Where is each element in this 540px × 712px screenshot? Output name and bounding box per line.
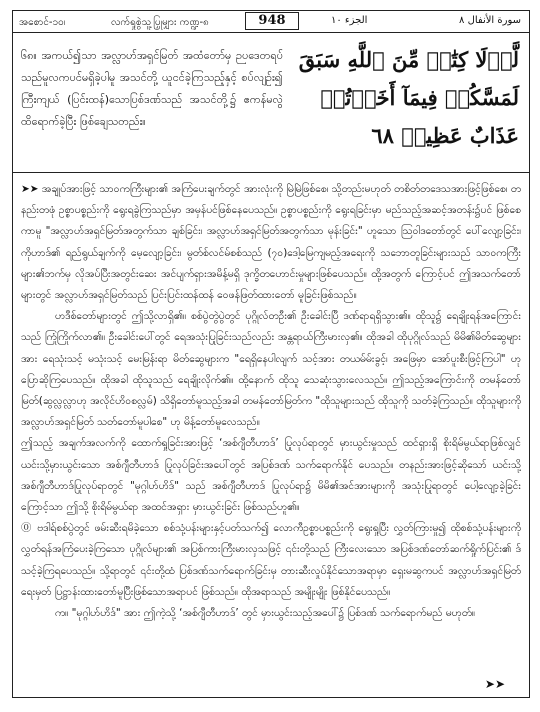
footnote-paragraph: ⓪ ဗ‌ဒါရ်စစ်ပွဲတွင် ဖမ်းဆီးရမိခဲ့သော စစ်သုံ့ပန်းများနှင့်ပတ်သက်၍ လောကီဥစ္စာပစ္စည်းကို ရွေးရှုပြီး လွှတ်ကြားမှု၍ ထိုစစ်သုံ့ပန်းများကို လွှတ်ရန်အကြံပေးခဲ့ကြသော ပုဂ္ဂိုလ်များ၏ အပြစ်ကားကြီးမားလှသဖြင့် ၎င်းတို့သည် ကြီးလေးသော အပြစ်ဒဏ်တော်ဆက်ရှိုက်ပြင်း၏ ဒ်သင့်ခဲ့ကြရပေသည်။ သို့ရာတွင် ၎င်းတို့ထံ ပြစ်ဒဏ်သက်ရောက်ခြင်းမှ တားဆီးလှုပ်နိုင်သောအရာမှာ ရှေးမဆွကပင် အလ္လာဟ်အရှင်မြတ် ရေးမှတ် ပြဋ္ဌာန်းထားတော်မူပြီးဖြစ်သောအရာပင် ဖြစ်သည်။ ထိုအရာသည် အမျိုးမျိုး ဖြစ်နိုင်ပေသည်။: [21, 522, 521, 598]
commentary-body: [21, 179, 521, 624]
page-header: [13, 11, 529, 33]
verse-section: [13, 33, 529, 173]
commentary-paragraph: ဟဒီစ်တော်များတွင် ဤသို့လာရှိ၏။ စစ်ပွဲတွဲပွဲတွင် ပုဂ္ဂိုလ်တဦး၏ ဦးခေါင်းပြီ ဒဏ်ရာရရှိသွား၏။ ထိုသူ၌ ရေချိုးရန်အကြောင်းသည် ကြုံကြိုက်လာ၏။ ဦးခေါင်းပေါ်တွင် ရေအသုံးပြုခြင်းသည်လည်း အန္တရာယ်ကြီးမားလှ၏။ ထိုအခါ ထိုပုဂ္ဂိုလ်သည် မိမိ၏မိတ်ဆွေများအား ရေသုံးသင့် မသုံးသင့် မေးမြန်းရာ မိတ်ဆွေများက "ရေရှိနေပါလျက် သင့်အား တယမ်မ်းခွင့်၊ အဖြေမှာ အော်ပူးစီးဖြင့်ကြပါ" ဟု ပြောဆိုကြပေသည်။ ထိုအခါ ထိုသူသည် ရေချိုးလိုက်၏။ ထို့နောက် ထိုသူ သေဆုံးသွားလေသည်။ ဤသည့်အကြောင်းကို တမန်တော်မြတ်(ဆွလ္လလ္လာဟု အလိုင်ဟိဝစလ္လမ်) သိရှိတော်မူသည့်အခါ တမန်တော်မြတ်က "ထိုသူများသည် ထိုသူကို သတ်ခဲ့ကြသည်။ ထိုသူများကို အလ္လာဟ်အရှင်မြတ် သတ်တော်မူပါစေ" ဟု မိန့်တော်မူလေသည်။: [21, 310, 521, 429]
commentary-paragraph: ဤသည့် အချက်အလက်ကို ထောက်ရှုခြင်းအားဖြင့် ‘အစ်ဂျီတီဟာဒ်’ ပြုလုပ်ရာတွင် မှားယွင်းမှုသည် ထင်ရှားရှိ စိုးရိမ်မွယ်ရာဖြစ်လျှင် ယင်းသို့မှားယွင်းသော အစ်ဂျီတီဟာဒ် ပြုလုပ်ခြင်းအပေါ်တွင် အပြစ်ဒဏ် သက်ရောက်နိုင် ပေသည်။ တနည်းအားဖြင့်ဆိုသော် ယင်းသို့ အစ်ဂျီတီဟာဒ်ပြုလုပ်ရာတွင် "မုဂ္ဂါဟ်ဟိဒ်" သည် အစ်ဂျီတီဟာဒ် ပြုလုပ်ရာ၌ မိမိ၏အင်အားများကို အသုံးပြုရာတွင် ပေါ့လျော့ခဲ့ခြင်းကြောင့်သာ ဤသို့ စိုးရိမ်မွယ်ရာ အထင်အရှား မှားယွင်းခြင်း ဖြစ်သည်ဟူ၏။: [21, 437, 521, 514]
verse-translation: ၆၈။ အကယ်၍သာ အလ္လာဟ်အရှင်မြတ် အထံတော်မှ ဉပဒေတရပ်သည်မူလကပင်မရှိခဲ့ပါမူ အသင်တို့ ယူငင်ခဲ့ကြသည့်နှင့် စပ်လျဉ်း၍ ကြီးကျယ် (ပြင်းထန်)သောပြစ်ဒဏ်သည် အသင်တို့၌ ဧကန်မလွဲ ထိရောက်ခဲ့ပြီး ဖြစ်ချေသတည်း။: [21, 49, 283, 128]
continuation-mark: ➤➤: [484, 677, 505, 691]
header-juz-label: الجزء ١٠: [331, 15, 368, 26]
header-surah-label: سورة الأنفال ٨: [459, 15, 521, 26]
header-left-label: အစောင်-၁၀၊: [19, 17, 66, 28]
page-frame: [12, 10, 530, 698]
commentary-paragraph: ➤➤ အချုပ်အားဖြင့် သာဝကကြီးများ၏ အကြံပေးချက်တွင် အားလုံးကို မြဲမြဲဖြစ်စေ၊ သို့တည်းမဟုတ် တစိတ်တဒေသအားဖြင့်ဖြစ်စေ၊ တနည်းတဖုံ ဥစ္စာပစ္စည်းကို ရွေးရခွဲကြသည်မှာ အမှန်ပင်ဖြစ်နေပေသည်။ ဥစ္စာပစ္စည်းကို ရွေးရခြင်းမှာ မည်သည့်အဆင့်အတန်း၌ပင် ဖြစ်စေကာမူ "အလ္လာဟ်အရှင်မြတ်အတွက်သာ ချစ်ခြင်း၊ အလ္လာဟ်အရှင်မြတ်အတွက်သာ မုန်းခြင်း" ဟူသော ဩဝါဒတော်တွင် ပေါ်လျော့ခြင်း၊ ကိုဟာဒ်၏ ရည်ရွယ်ချက်ကို မေ့လျော့ခြင်း၊ မွတ်စ်လင်မ်စစ်သည် (၇၀)ဒေါ့မြေကျမည့်အရေးကို သဘောတူခြင်းများသည် သာဝကကြီးများ၏ဘက်မှ လိုအပ်ပြီးအတွင်းဆေး အင်ပျက်ရှားအမိန့်မရှိ ဒုက္ခိတဟောင်းမှုများဖြစ်ပေသည်။ ထို့အတွက် ကြောင့်ပင် ဤအသက်တော်များတွင် အလ္လာဟ်အရှင်မြတ်သည် ပြင်းပြင်းထန်ထန် ဝေဖန်ဖြတ်ထားတော် မူခြင်းဖြစ်သည်။: [21, 183, 521, 302]
header-section-title: လက်ရှုစွဲသူ့ပြှုမျှား ကဏ္ဍ-၈: [111, 17, 209, 28]
page-number: 948: [245, 12, 299, 30]
footnote-paragraph: က။ "မုဂ္ဂါဟ်ဟိဒ်" အား ဤကဲ့သို့ ‘အစ်ဂျီတီဟာဒ်’ တွင် မှားယွင်းသည့်အပေါ်၌ ပြစ်ဒဏ် သက်ရောက်မည် မဟုတ်။: [55, 607, 476, 620]
verse-arabic: لَّوۡلَا كِتَٰبٞ مِّنَ ٱللَّهِ سَبَقَ لَمَسَّكُمۡ فِيمَآ أَخَذۡتُمۡ عَذَابٌ عَظِيمٞ ٦٨: [298, 47, 519, 148]
